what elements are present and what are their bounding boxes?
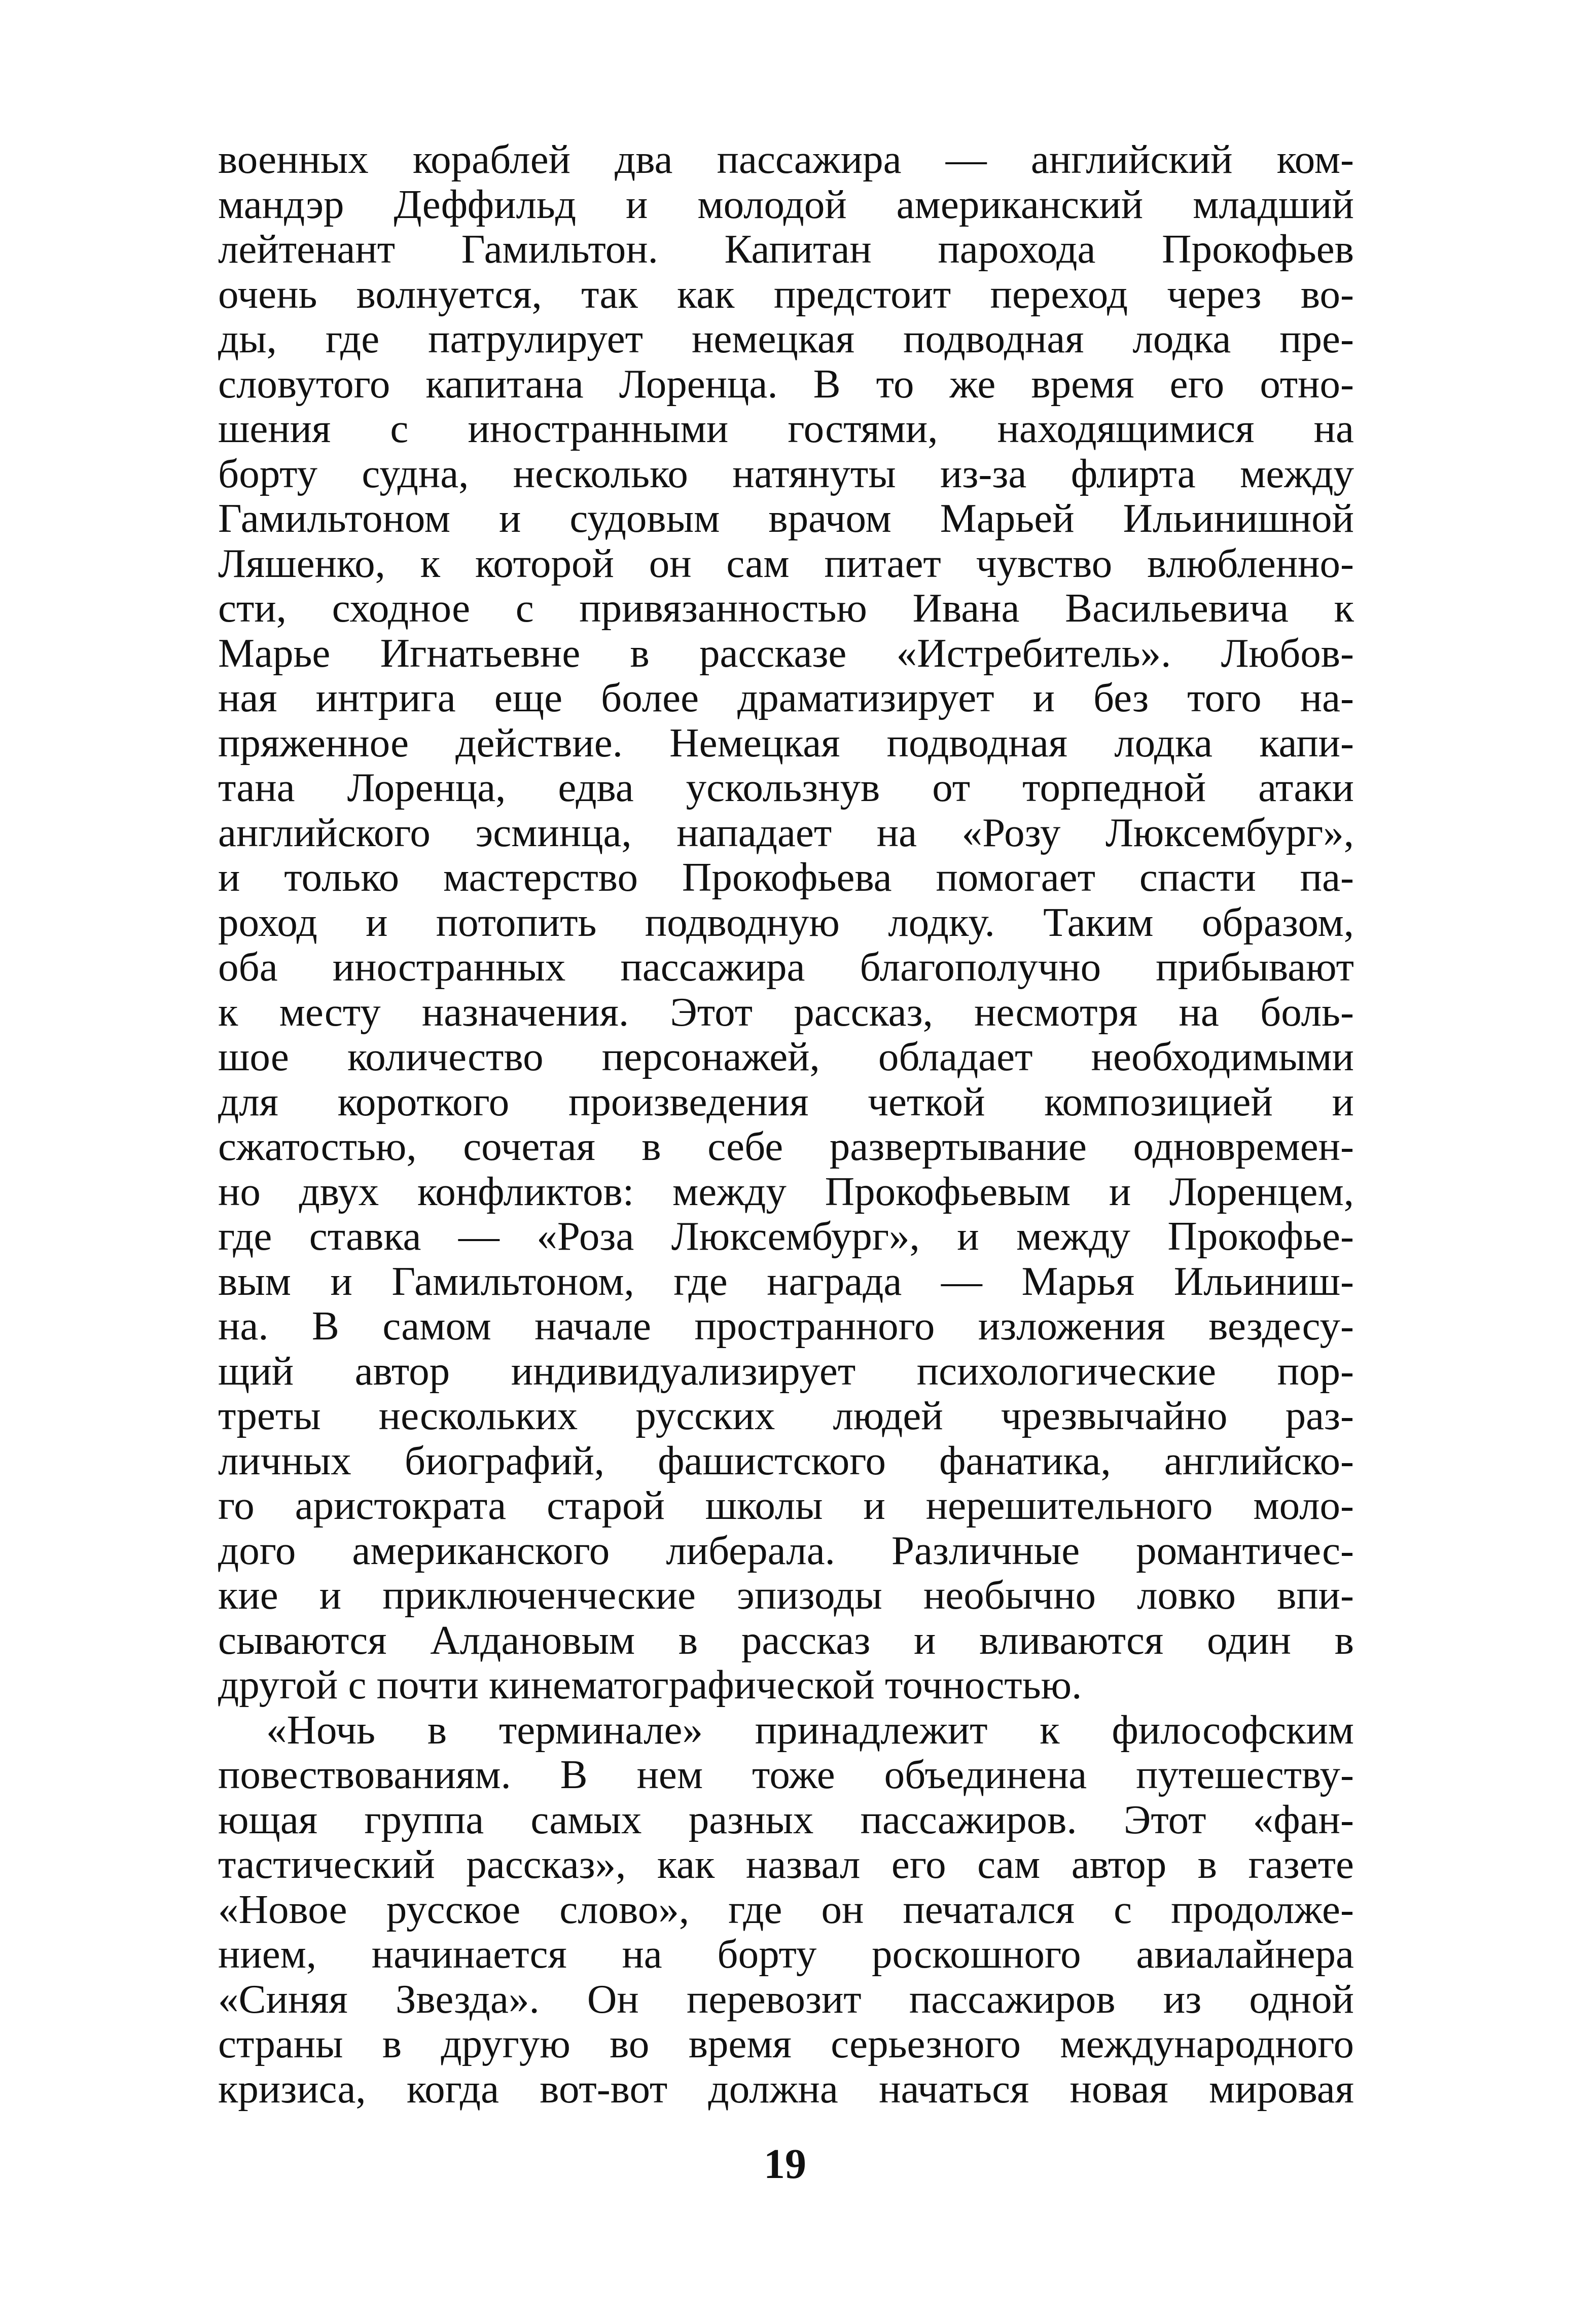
text-line: лейтенант Гамильтон. Капитан парохода Прокофьев bbox=[218, 226, 1354, 272]
text-line: тана Лоренца, едва ускользнув от торпедной атаки bbox=[218, 765, 1354, 810]
text-line: треты нескольких русских людей чрезвычайно раз- bbox=[218, 1393, 1354, 1438]
text-line: сываются Алдановым в рассказ и вливаются один в bbox=[218, 1617, 1354, 1663]
text-line: Ляшенко, к которой он сам питает чувство влюбленно- bbox=[218, 540, 1354, 586]
text-line: сжатостью, сочетая в себе развертывание одновремен- bbox=[218, 1123, 1354, 1169]
text-line: «Новое русское слово», где он печатался с продолже- bbox=[218, 1886, 1354, 1932]
text-line: Гамильтоном и судовым врачом Марьей Ильинишной bbox=[218, 495, 1354, 541]
text-line: щий автор индивидуализирует психологические пор- bbox=[218, 1348, 1354, 1394]
text-line: военных кораблей два пассажира — английский ком- bbox=[218, 136, 1354, 182]
text-line: ющая группа самых разных пассажиров. Этот «фан- bbox=[218, 1796, 1354, 1842]
text-line: очень волнуется, так как предстоит переход через во- bbox=[218, 271, 1354, 317]
text-line: борту судна, несколько натянуты из-за флирта между bbox=[218, 450, 1354, 496]
text-line: на. В самом начале пространного изложения вездесу- bbox=[218, 1303, 1354, 1349]
text-line: роход и потопить подводную лодку. Таким образом, bbox=[218, 899, 1354, 945]
text-line: где ставка — «Роза Люксембург», и между Прокофье- bbox=[218, 1213, 1354, 1259]
text-line: тастический рассказ», как назвал его сам автор в газете bbox=[218, 1841, 1354, 1887]
text-line: другой с почти кинематографической точностью. bbox=[218, 1662, 1082, 1708]
text-line: нием, начинается на борту роскошного авиалайнера bbox=[218, 1931, 1354, 1977]
text-line: кие и приключенческие эпизоды необычно ловко впи- bbox=[218, 1572, 1354, 1618]
text-line: «Синяя Звезда». Он перевозит пассажиров из одной bbox=[218, 1976, 1354, 2022]
text-line: словутого капитана Лоренца. В то же время его отно- bbox=[218, 360, 1354, 407]
text-line: ная интрига еще более драматизирует и без того на- bbox=[218, 675, 1354, 720]
text-line: го аристократа старой школы и нерешительного моло- bbox=[218, 1482, 1354, 1528]
text-line: кризиса, когда вот-вот должна начаться новая мировая bbox=[218, 2065, 1354, 2112]
text-line: к месту назначения. Этот рассказ, несмотря на боль- bbox=[218, 989, 1354, 1035]
text-line: шое количество персонажей, обладает необходимыми bbox=[218, 1034, 1354, 1079]
text-line: оба иностранных пассажира благополучно прибывают bbox=[218, 944, 1354, 990]
paragraph-2 bbox=[218, 1708, 1354, 2112]
text-line: страны в другую во время серьезного международного bbox=[218, 2021, 1354, 2066]
text-line: но двух конфликтов: между Прокофьевым и Лоренцем, bbox=[218, 1168, 1354, 1214]
page-body bbox=[218, 137, 1354, 2111]
text-line: для короткого произведения четкой композицией и bbox=[218, 1078, 1354, 1124]
text-line: пряженное действие. Немецкая подводная лодка капи- bbox=[218, 719, 1354, 766]
text-line: повествованиям. В нем тоже объединена путешеству- bbox=[218, 1752, 1354, 1797]
page-number: 19 bbox=[764, 2140, 806, 2188]
paragraph-1 bbox=[218, 137, 1354, 1708]
text-line: шения с иностранными гостями, находящимися на bbox=[218, 406, 1354, 451]
text-line: сти, сходное с привязанностью Ивана Васильевича к bbox=[218, 585, 1354, 631]
text-line: английского эсминца, нападает на «Розу Люксембург», bbox=[218, 809, 1354, 855]
text-line: личных биографий, фашистского фанатика, английско- bbox=[218, 1437, 1354, 1483]
text-line: дого американского либерала. Различные романтичес- bbox=[218, 1527, 1354, 1573]
text-line: вым и Гамильтоном, где награда — Марья Ильиниш- bbox=[218, 1258, 1354, 1304]
text-line: Марье Игнатьевне в рассказе «Истребитель». Любов- bbox=[218, 630, 1354, 676]
text-line: ды, где патрулирует немецкая подводная лодка пре- bbox=[218, 316, 1354, 361]
text-line: «Ночь в терминале» принадлежит к философским bbox=[266, 1706, 1354, 1753]
text-line: мандэр Деффильд и молодой американский младший bbox=[218, 181, 1354, 227]
text-line: и только мастерство Прокофьева помогает спасти па- bbox=[218, 854, 1354, 900]
